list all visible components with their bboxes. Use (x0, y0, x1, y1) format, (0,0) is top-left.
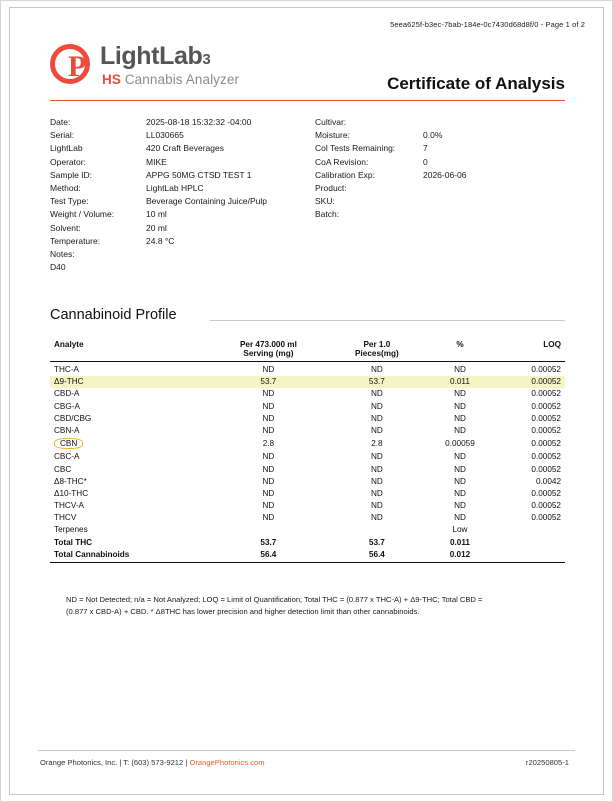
cell-percent: ND (454, 513, 466, 523)
cell-analyte: THCV-A (54, 501, 85, 511)
table-row (50, 388, 565, 400)
table-header-row (50, 338, 565, 362)
cell-analyte: THC-A (54, 365, 80, 374)
cell-percent: Low (452, 525, 468, 535)
footer-revision: r20250805-1 (525, 758, 569, 767)
section-title: Cannabinoid Profile (50, 307, 177, 323)
meta-row: Method: LightLab HPLC (50, 183, 204, 194)
cell-pieces: 53.7 (368, 537, 385, 547)
meta-row: Batch: (315, 209, 340, 220)
meta-row: Product: (315, 183, 347, 194)
cell-percent: 0.011 (449, 537, 470, 547)
cell-pieces: ND (370, 476, 383, 486)
col-loq: LOQ (495, 338, 565, 362)
cell-serving: ND (262, 452, 275, 462)
cell-percent: ND (454, 464, 466, 474)
cell-pieces: 53.7 (329, 376, 425, 388)
table-row (50, 475, 565, 487)
meta-row: Calibration Exp: 2026-06-06 (315, 169, 467, 180)
col-per-piece: Per 1.0 Pieces(mg) (329, 338, 425, 362)
cell-pieces: ND (370, 501, 383, 511)
cell-serving: ND (262, 476, 275, 486)
cannabinoid-table-wrapper (50, 338, 565, 563)
meta-row: CoA Revision: 0 (315, 156, 428, 167)
table-row (50, 451, 565, 463)
cell-analyte: Total THC (54, 537, 93, 547)
cell-serving: ND (262, 413, 275, 423)
brand-version: 3 (202, 51, 211, 68)
cell-percent: 0.012 (449, 549, 471, 559)
table-footnote (66, 594, 553, 617)
footer-divider (38, 750, 575, 751)
cell-loq: 0.00052 (531, 425, 561, 435)
cell-loq: 0.00052 (531, 365, 561, 374)
meta-row: Col Tests Remaining: 7 (315, 143, 428, 154)
cell-serving: ND (262, 513, 275, 523)
table-row (50, 487, 565, 499)
footer-website-link[interactable]: OrangePhotonics.com (189, 758, 265, 767)
cell-percent: ND (454, 365, 466, 374)
cell-pieces (329, 524, 425, 536)
section-divider (210, 320, 565, 321)
table-row (50, 400, 565, 412)
cell-pieces: 2.8 (371, 439, 383, 449)
brand-logo (50, 42, 310, 98)
cell-pieces: ND (370, 513, 383, 523)
cell-loq: 0.00052 (495, 376, 565, 388)
cell-analyte: CBC-A (54, 452, 80, 462)
logo-p-shape: P (68, 50, 87, 83)
cell-serving: 56.4 (260, 549, 277, 559)
cell-serving: ND (262, 365, 275, 374)
cell-loq: 0.00052 (531, 389, 561, 399)
cell-analyte: Δ8-THC* (54, 476, 87, 486)
meta-row: Cultivar: (315, 117, 347, 127)
table-row (50, 412, 565, 424)
table-row (50, 524, 565, 536)
cell-loq: 0.00052 (531, 413, 561, 423)
cell-pieces: ND (370, 365, 383, 374)
table-row-total-thc (50, 536, 565, 548)
cell-loq: 0.00052 (531, 452, 561, 462)
cell-analyte (50, 437, 208, 451)
cell-analyte: Total Cannabinoids (54, 549, 130, 559)
table-row-highlighted (50, 376, 565, 388)
table-row (50, 437, 565, 451)
meta-row: Weight / Volume: 10 ml (50, 209, 167, 220)
header-divider (50, 100, 565, 101)
meta-row: Operator: MIKE (50, 156, 167, 167)
notes-value: D40 (50, 262, 66, 273)
col-percent: % (425, 338, 495, 362)
cell-percent: ND (454, 488, 466, 498)
cannabinoid-table (50, 338, 565, 560)
page-title: Certificate of Analysis (387, 74, 565, 93)
cell-percent: ND (454, 452, 466, 462)
cell-pieces: ND (370, 401, 383, 411)
table-row-total-cannabinoids (50, 548, 565, 560)
meta-row: Notes: (50, 249, 75, 260)
cannabinoid-profile-section-header (50, 306, 565, 324)
footnote-line-1: ND = Not Detected; n/a = Not Analyzed; LOQ = Limit of Quantification; Total THC = (0.877 x THC-A) + Δ9-THC; Total CBD = (66, 595, 483, 604)
cell-analyte: CBD-A (54, 389, 80, 399)
meta-row: Solvent: 20 ml (50, 222, 167, 233)
cell-percent: 0.011 (425, 376, 495, 388)
brand-name: LightLab3 (100, 42, 211, 70)
cell-serving: ND (262, 488, 275, 498)
cell-serving: ND (262, 464, 275, 474)
meta-row: Temperature: 24.8 °C (50, 235, 175, 246)
meta-row: Sample ID: APPG 50MG CTSD TEST 1 (50, 169, 252, 180)
table-row (50, 424, 565, 436)
cell-loq: 0.00052 (531, 439, 561, 449)
sample-meta-left (50, 116, 300, 274)
cell-analyte: Δ9-THC (50, 376, 208, 388)
cell-loq: 0.0042 (535, 476, 561, 486)
col-analyte: Analyte (50, 338, 208, 362)
cell-percent: ND (454, 413, 466, 423)
cell-pieces: 56.4 (368, 549, 385, 559)
cell-serving: 53.7 (208, 376, 329, 388)
meta-row: LightLab 420 Craft Beverages (50, 143, 224, 154)
cell-percent: ND (454, 389, 466, 399)
col-per-serving: Per 473.000 ml Serving (mg) (208, 338, 329, 362)
table-row (50, 463, 565, 475)
table-row (50, 512, 565, 524)
cell-serving: ND (262, 425, 275, 435)
cbn-circle-annotation: CBN (54, 438, 83, 449)
meta-row: Date: 2025-08-18 15:32:32 -04:00 (50, 117, 252, 127)
cell-serving: 53.7 (260, 537, 277, 547)
cell-pieces: ND (370, 413, 383, 423)
table-row (50, 362, 565, 376)
brand-tagline: HS Cannabis Analyzer (102, 72, 240, 87)
cell-pieces: ND (370, 464, 383, 474)
cell-loq: 0.00052 (531, 401, 561, 411)
cell-loq (495, 536, 565, 548)
cell-loq (495, 548, 565, 560)
cell-pieces: ND (370, 452, 383, 462)
footer-contact (40, 758, 265, 767)
cell-loq: 0.00052 (531, 513, 561, 523)
meta-row: Serial: LL030665 (50, 130, 184, 141)
cell-percent: ND (454, 425, 466, 435)
cell-analyte: Δ10-THC (54, 488, 89, 498)
cell-serving: ND (262, 389, 275, 399)
cell-analyte: CBG-A (54, 401, 80, 411)
cell-loq (495, 524, 565, 536)
cell-percent: 0.00059 (445, 439, 475, 449)
cell-analyte: CBC (54, 464, 72, 474)
table-head (50, 338, 565, 362)
cell-serving: ND (262, 401, 275, 411)
meta-row: SKU: (315, 196, 335, 207)
cell-pieces: ND (370, 425, 383, 435)
cell-pieces: ND (370, 488, 383, 498)
table-bottom-divider (50, 562, 565, 563)
cell-percent: ND (454, 501, 466, 511)
document-id-label: 5eea625f-b3ec-7bab-184e-0c7430d68d8f/0 - Page 1 of 2 (390, 20, 585, 29)
cell-loq: 0.00052 (531, 501, 561, 511)
coa-sheet (9, 7, 604, 795)
cell-percent: ND (454, 401, 466, 411)
cell-pieces: ND (370, 389, 383, 399)
cell-analyte: THCV (54, 513, 77, 523)
cell-serving: ND (262, 501, 275, 511)
meta-row: Moisture: 0.0% (315, 130, 443, 141)
cell-analyte: Terpenes (54, 525, 88, 535)
footnote-line-2: (0.877 x CBD-A) + CBD. * Δ8THC has lower precision and higher detection limit than other cannabinoids. (66, 606, 420, 616)
table-row (50, 499, 565, 511)
cell-percent: ND (454, 476, 466, 486)
table-body (50, 362, 565, 561)
orange-photonics-op-icon (50, 44, 94, 88)
meta-row: Test Type: Beverage Containing Juice/Pulp (50, 196, 267, 207)
sample-meta-right (315, 116, 585, 222)
cell-analyte: CBD/CBG (54, 413, 92, 423)
cell-analyte: CBN-A (54, 425, 80, 435)
cell-serving (208, 524, 329, 536)
cell-loq: 0.00052 (531, 464, 561, 474)
cell-loq: 0.00052 (531, 488, 561, 498)
cell-serving: 2.8 (262, 439, 275, 449)
footer-contact-text: Orange Photonics, Inc. | T: (603) 573-9212 | (40, 758, 190, 767)
